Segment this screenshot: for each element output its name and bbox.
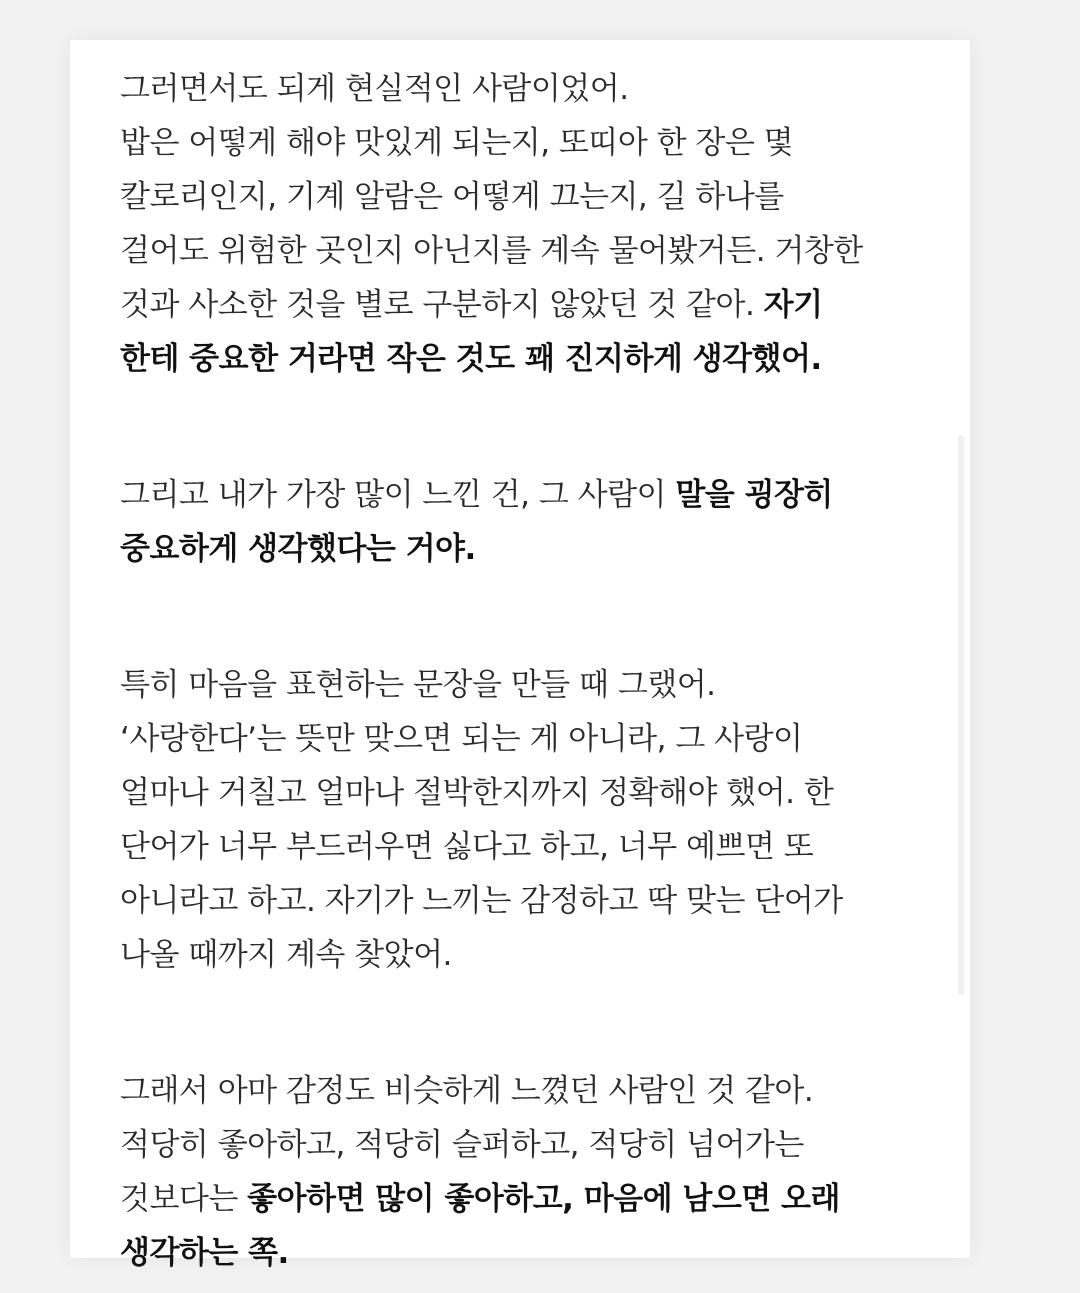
text-line <box>120 468 960 522</box>
bold-text: 자기 <box>763 287 823 323</box>
bold-text: 중요하게 생각했다는 거야. <box>120 531 476 567</box>
text-line <box>120 224 960 278</box>
text-segment: 아니라고 하고. 자기가 느끼는 감정하고 딱 맞는 단어가 <box>120 883 843 919</box>
text-line <box>120 766 960 820</box>
paragraph <box>120 1064 960 1280</box>
paragraph-gap <box>120 576 960 658</box>
text-segment: ‘사랑한다’는 뜻만 맞으면 되는 게 아니라, 그 사랑이 <box>120 721 803 757</box>
text-line <box>120 62 960 116</box>
text-segment: 단어가 너무 부드러우면 싫다고 하고, 너무 예쁘면 또 <box>120 829 814 865</box>
paragraph-gap <box>120 982 960 1064</box>
bold-text: 좋아하면 많이 좋아하고, 마음에 남으면 오래 <box>247 1181 840 1217</box>
bold-text: 생각하는 쪽. <box>120 1235 289 1271</box>
text-segment: 나올 때까지 계속 찾았어. <box>120 937 452 973</box>
text-segment: 그래서 아마 감정도 비슷하게 느꼈던 사람인 것 같아. <box>120 1073 814 1109</box>
text-segment: 적당히 좋아하고, 적당히 슬퍼하고, 적당히 넘어가는 <box>120 1127 804 1163</box>
text-line <box>120 1172 960 1226</box>
text-segment: 것보다는 <box>120 1181 248 1217</box>
text-line <box>120 1064 960 1118</box>
bold-text: 말을 굉장히 <box>675 477 833 513</box>
paragraph <box>120 62 960 386</box>
text-line <box>120 820 960 874</box>
text-line <box>120 1118 960 1172</box>
text-line <box>120 116 960 170</box>
text-line <box>120 658 960 712</box>
text-segment: 얼마나 거칠고 얼마나 절박한지까지 정확해야 했어. 한 <box>120 775 834 811</box>
text-line <box>120 522 960 576</box>
text-segment: 칼로리인지, 기계 알람은 어떻게 끄는지, 길 하나를 <box>120 179 784 215</box>
bold-text: 한테 중요한 거라면 작은 것도 꽤 진지하게 생각했어. <box>120 341 822 377</box>
paragraph <box>120 658 960 982</box>
text-segment: 것과 사소한 것을 별로 구분하지 않았던 것 같아. <box>120 287 764 323</box>
text-line <box>120 332 960 386</box>
text-line <box>120 712 960 766</box>
text-segment: 그리고 내가 가장 많이 느낀 건, 그 사람이 <box>120 477 676 513</box>
text-segment: 특히 마음을 표현하는 문장을 만들 때 그랬어. <box>120 667 716 703</box>
text-line <box>120 1226 960 1280</box>
text-segment: 그러면서도 되게 현실적인 사람이었어. <box>120 71 629 107</box>
text-line <box>120 874 960 928</box>
text-line <box>120 170 960 224</box>
paragraph <box>120 468 960 576</box>
text-line <box>120 928 960 982</box>
text-line <box>120 278 960 332</box>
paragraph-gap <box>120 386 960 468</box>
text-segment: 걸어도 위험한 곳인지 아닌지를 계속 물어봤거든. 거창한 <box>120 233 863 269</box>
article-body <box>120 62 960 1280</box>
text-segment: 밥은 어떻게 해야 맛있게 되는지, 또띠아 한 장은 몇 <box>120 125 794 161</box>
